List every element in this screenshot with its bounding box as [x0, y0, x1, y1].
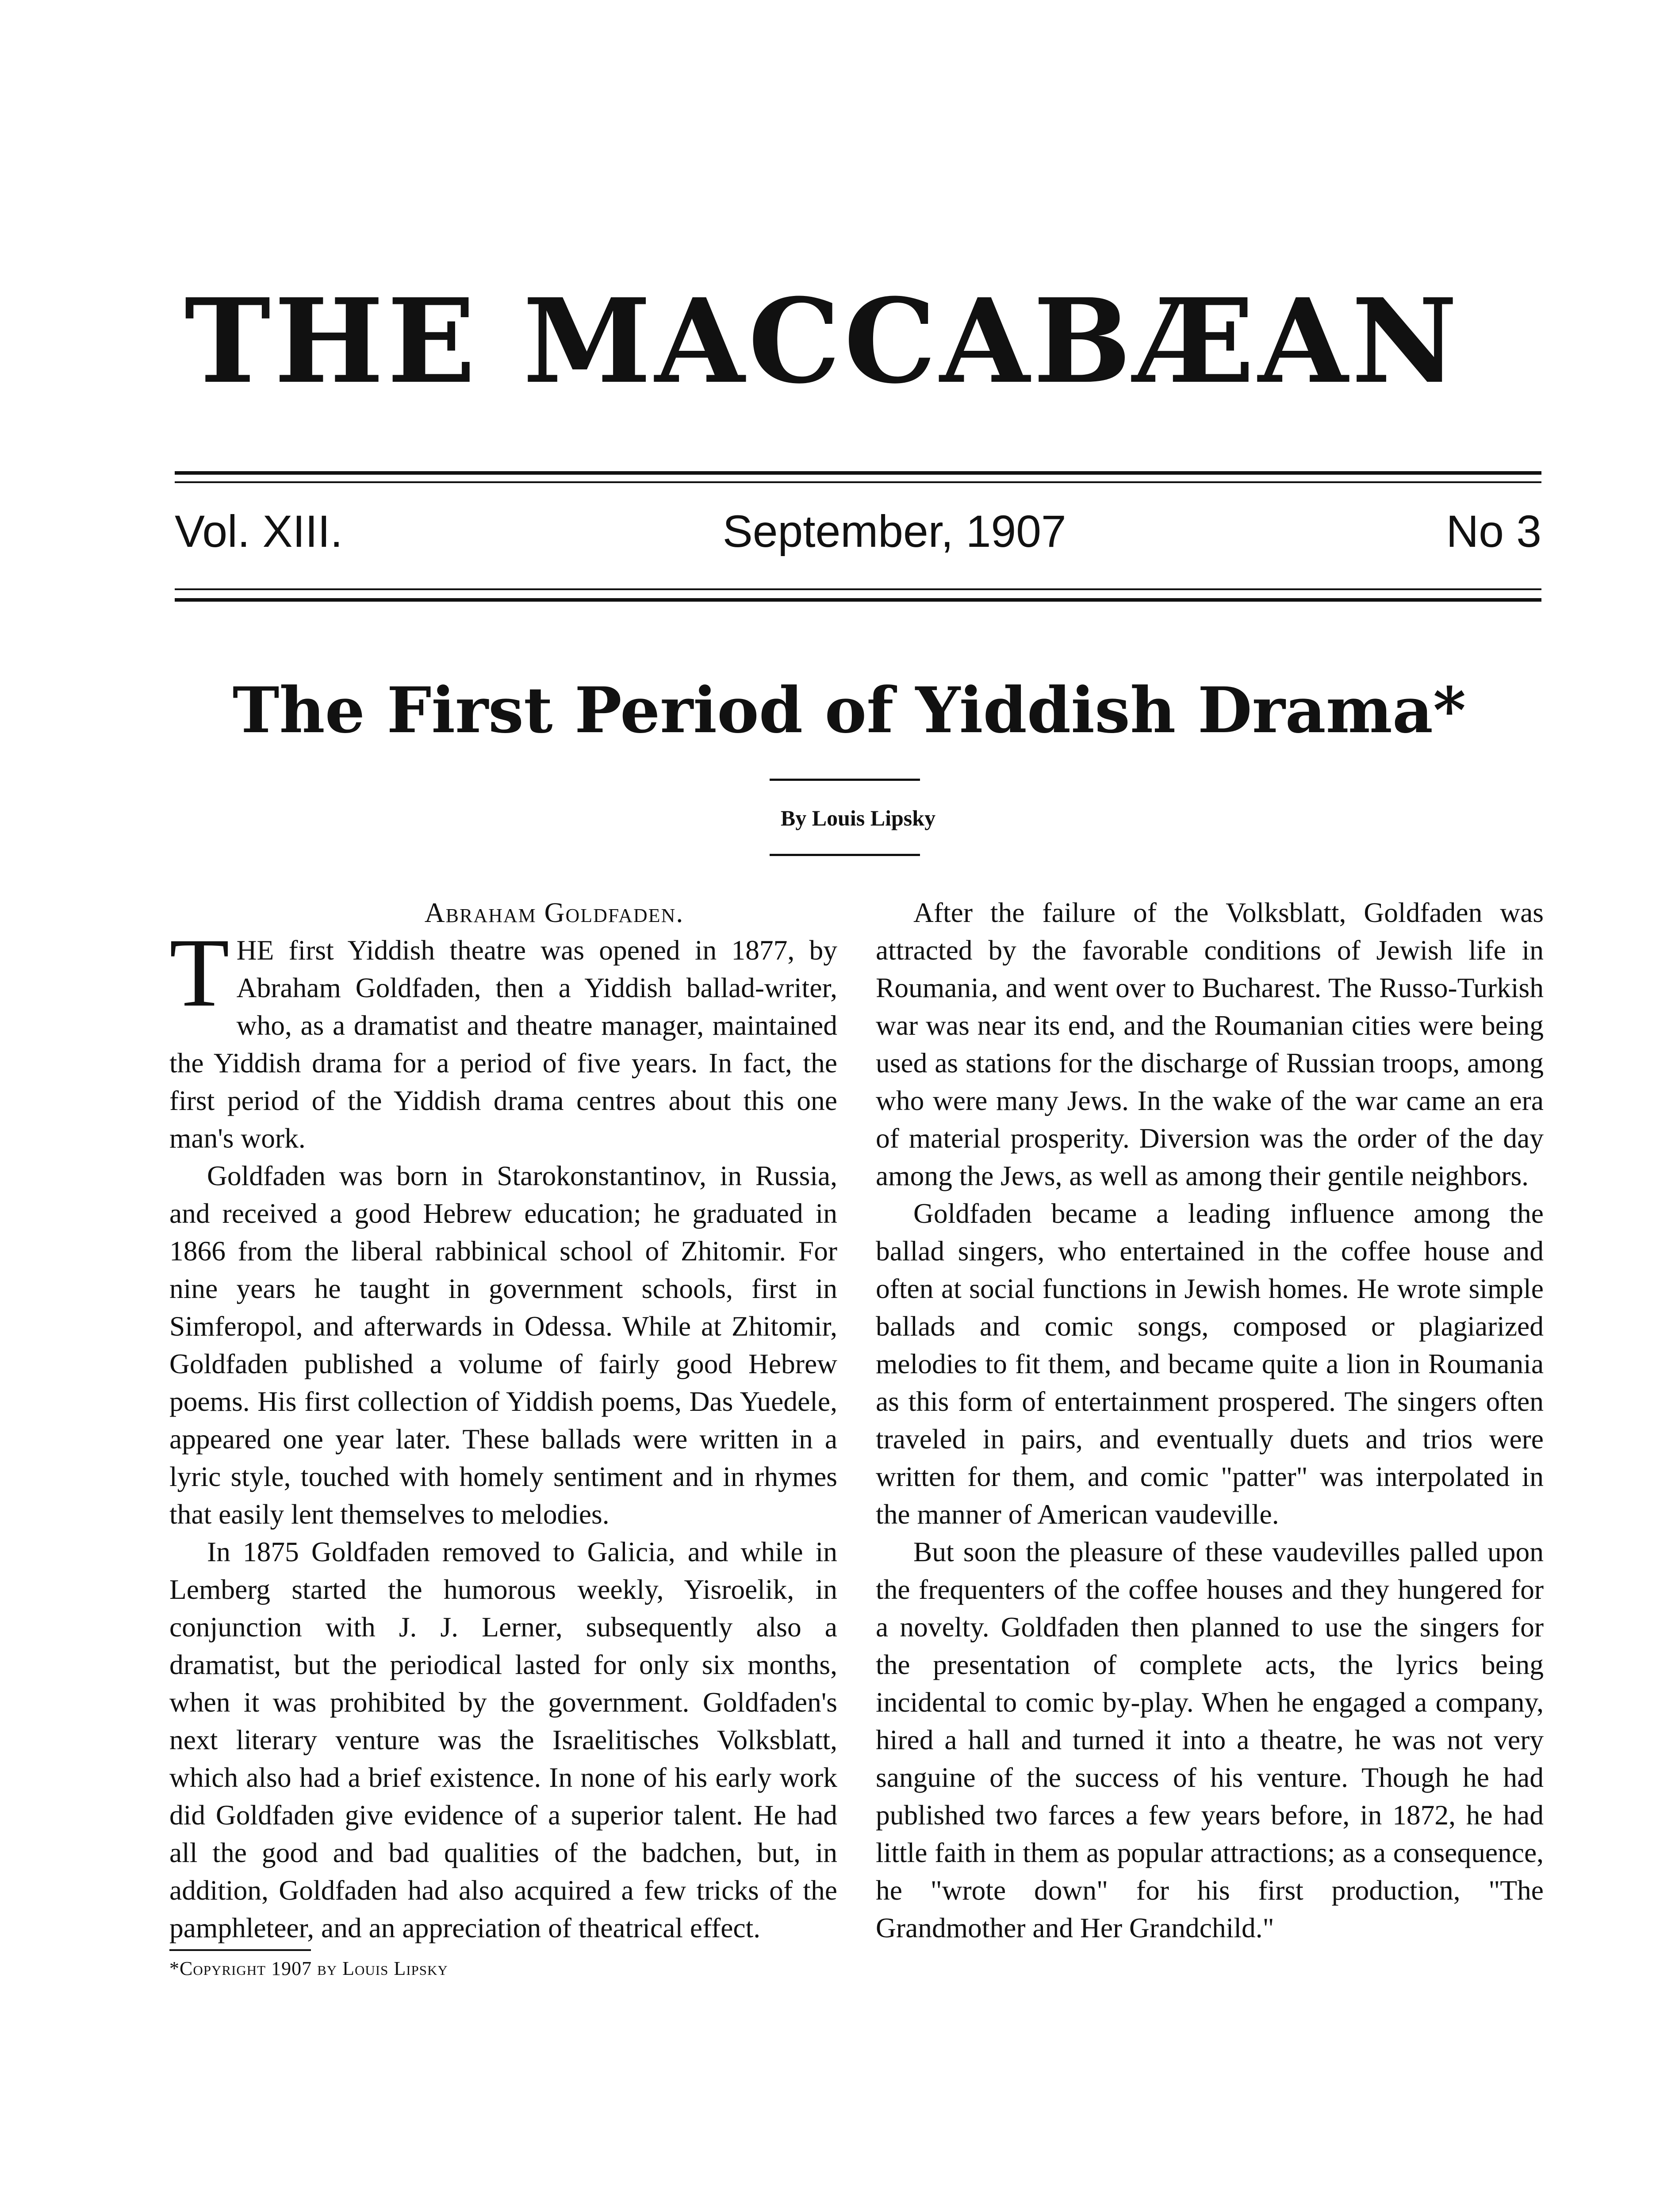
paragraph: Goldfaden became a leading influence among the ballad singers, who entertained in the coffee house and often at social functions in Jewish homes. He wrote simple ballads and comic songs, composed or plagiarized melodies to fit them, and became quite a lion in Roumania as this form of entertainment prospered. The singers often traveled in pairs, and eventually duets and trios were written for them, and comic "patter" was interpolated in the manner of American vaudeville. — [876, 1198, 1544, 1530]
section-heading: Abraham Goldfaden. — [424, 897, 684, 928]
issue-info-row — [175, 506, 1541, 557]
article-column-left — [169, 894, 837, 1982]
issue-rule-bottom — [175, 598, 1541, 602]
masthead-rule-top — [175, 471, 1541, 475]
article-column-right — [876, 894, 1544, 1947]
byline-rule-bottom — [770, 854, 920, 856]
first-paragraph-text: HE first Yiddish theatre was opened in 1877, by Abraham Goldfaden, then a Yiddish ballad-writer, who, as a dramatist and theatre manager, maintained the Yiddish drama for a period of five years. In fact, the first period of the Yiddish drama centres about this one man's work. — [169, 934, 837, 1154]
byline: By Louis Lipsky — [780, 806, 936, 830]
first-paragraph — [169, 918, 837, 1157]
masthead-title: THE MACCABÆAN — [184, 273, 1461, 409]
paragraph: Goldfaden was born in Starokonstantinov, in Russia, and received a good Hebrew education; he graduated in 1866 from the liberal rabbinical school of Zhitomir. For nine years he taught in government schools, first in Simferopol, and afterwards in Odessa. While at Zhitomir, Goldfaden published a volume of fairly good Hebrew poems. His first collection of Yiddish poems, Das Yuedele, appeared one year later. These ballads were written in a lyric style, touched with homely sentiment and in rhymes that easily lent themselves to melodies. — [169, 1160, 837, 1530]
paragraph: In 1875 Goldfaden removed to Galicia, and while in Lemberg started the humorous weekly, Yisroelik, in conjunction with J. J. Lerner, subsequently also a dramatist, but the periodical lasted for only six months, when it was prohibited by the government. Goldfaden's next literary venture was the Israelitisches Volksblatt, which also had a brief existence. In none of his early work did Goldfaden give evidence of a superior talent. He had all the good and bad qualities of the badchen, but, in addition, Goldfaden had also acquired a few tricks of the pamphleteer, and an appreciation of theatrical effect. — [169, 1536, 837, 1943]
issue-rule-top — [175, 588, 1541, 590]
paragraph: But soon the pleasure of these vaudevilles palled upon the frequenters of the coffee houses and they hungered for a novelty. Goldfaden then planned to use the singers for the presentation of complete acts, the lyrics being incidental to comic by-play. When he engaged a company, hired a hall and turned it into a theatre, he was not very sanguine of the success of his venture. Though he had published two farces a few years before, in 1872, he had little faith in them as popular attractions; as a consequence, he "wrote down" for his first production, "The Grandmother and Her Grandchild." — [876, 1536, 1544, 1943]
paragraph: After the failure of the Volksblatt, Goldfaden was attracted by the favorable conditions of Jewish life in Roumania, and went over to Bucharest. The Russo-Turkish war was near its end, and the Roumanian cities were being used as stations for the discharge of Russian troops, among who were many Jews. In the wake of the war came an era of material prosperity. Diversion was the order of the day among the Jews, as well as among their gentile neighbors. — [876, 897, 1544, 1191]
drop-cap: T — [169, 918, 230, 1027]
issue-date: September, 1907 — [722, 506, 1066, 557]
masthead-rule-bottom — [175, 481, 1541, 483]
copyright-footnote: *Copyright 1907 by Louis Lipsky — [169, 1958, 448, 1979]
issue-number: No 3 — [1446, 506, 1541, 557]
footnote-rule — [169, 1949, 311, 1951]
byline-rule-top — [770, 779, 920, 781]
article-title: The First Period of Yiddish Drama* — [232, 674, 1466, 747]
volume-label: Vol. XIII. — [175, 506, 343, 557]
